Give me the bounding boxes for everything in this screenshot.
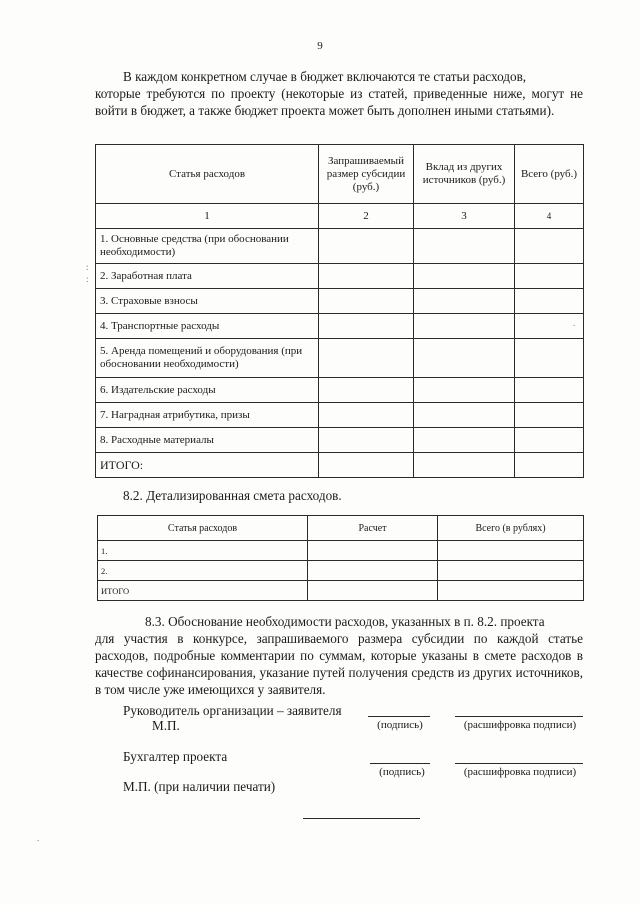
section-8-3-rest: для участия в конкурсе, запрашиваемого размера субсидии по каждой статье расходов, подробные комментарии по суммам, которые указаны в смете расходов в качестве софинансирования, указание путей получения средств из других источников, в том числе уже имеющихся у заявителя. <box>95 631 583 697</box>
section-8-3-first-line: 8.3. Обоснование необходимости расходов, указанных в п. 8.2. проекта <box>145 614 545 629</box>
empty-cell <box>414 339 515 378</box>
budget-table-header-row <box>96 145 584 204</box>
signature-line <box>455 716 583 717</box>
detail-row-item: 2. <box>98 561 308 581</box>
scan-mark: : <box>86 262 89 272</box>
empty-cell <box>414 314 515 339</box>
empty-cell <box>515 229 584 264</box>
scan-mark: . <box>37 833 40 843</box>
empty-cell <box>515 378 584 403</box>
empty-cell <box>414 403 515 428</box>
signature-transcript-caption: (расшифровка подписи) <box>463 719 577 731</box>
detail-header-calculation: Расчет <box>308 516 438 541</box>
detail-table-header-row <box>98 516 584 541</box>
empty-cell <box>319 264 414 289</box>
budget-row-total: ИТОГО: <box>96 453 319 478</box>
bottom-line <box>303 818 420 819</box>
intro-rest: которые требуются по проекту (некоторые из статей, приведенные ниже, могут не войти в бюджет, а также бюджет проекта может быть дополнен иными статьями). <box>95 86 583 118</box>
intro-paragraph <box>95 68 583 119</box>
empty-cell <box>515 264 584 289</box>
signature-line <box>455 763 583 764</box>
stamp-if-available-label: М.П. (при наличии печати) <box>123 779 276 794</box>
scan-mark: : <box>86 274 89 284</box>
empty-cell <box>438 561 584 581</box>
empty-cell <box>319 428 414 453</box>
budget-row-item: 5. Аренда помещений и оборудования (при обосновании необходимости) <box>96 339 319 378</box>
budget-row-item: 2. Заработная плата <box>96 264 319 289</box>
table-row <box>98 541 584 561</box>
empty-cell <box>515 403 584 428</box>
empty-cell <box>515 289 584 314</box>
empty-cell <box>319 229 414 264</box>
table-row <box>96 428 584 453</box>
column-number: 2 <box>319 204 414 229</box>
stamp-label: М.П. <box>152 718 180 733</box>
signature-caption: (подпись) <box>377 719 423 731</box>
budget-row-item: 3. Страховые взносы <box>96 289 319 314</box>
budget-row-item: 6. Издательские расходы <box>96 378 319 403</box>
budget-header-total: Всего (руб.) <box>515 145 584 204</box>
empty-cell <box>414 229 515 264</box>
accountant-signature-caption: (подпись) <box>379 766 425 778</box>
empty-cell <box>438 581 584 601</box>
detail-row-item: 1. <box>98 541 308 561</box>
signature-line <box>370 763 430 764</box>
signature-line <box>368 716 430 717</box>
empty-cell <box>515 339 584 378</box>
table-row-total <box>98 581 584 601</box>
empty-cell <box>319 339 414 378</box>
intro-first-line: В каждом конкретном случае в бюджет включаются те статьи расходов, <box>123 69 527 84</box>
budget-row-item: 8. Расходные материалы <box>96 428 319 453</box>
budget-table-column-numbers <box>96 204 584 229</box>
table-row <box>98 561 584 581</box>
budget-header-contribution: Вклад из других источников (руб.) <box>414 145 515 204</box>
budget-row-item: 4. Транспортные расходы <box>96 314 319 339</box>
empty-cell <box>319 289 414 314</box>
scan-mark: . <box>573 318 576 328</box>
column-number: 1 <box>96 204 319 229</box>
column-number: 4 <box>515 204 584 229</box>
detail-row-total: ИТОГО <box>98 581 308 601</box>
budget-row-item: 1. Основные средства (при обосновании необходимости) <box>96 229 319 264</box>
head-signature-label: Руководитель организации – заявителя <box>123 703 342 718</box>
budget-row-item: 7. Наградная атрибутика, призы <box>96 403 319 428</box>
column-number: 3 <box>414 204 515 229</box>
detail-header-total: Всего (в рублях) <box>438 516 584 541</box>
empty-cell <box>308 581 438 601</box>
accountant-label: Бухгалтер проекта <box>123 749 228 764</box>
table-row <box>96 314 584 339</box>
detail-header-item: Статья расходов <box>98 516 308 541</box>
table-row <box>96 289 584 314</box>
empty-cell <box>308 541 438 561</box>
empty-cell <box>319 378 414 403</box>
empty-cell <box>414 264 515 289</box>
section-8-2-heading: 8.2. Детализированная смета расходов. <box>123 488 342 503</box>
budget-header-requested: Запрашиваемый размер субсидии (руб.) <box>319 145 414 204</box>
table-row <box>96 403 584 428</box>
table-row <box>96 229 584 264</box>
empty-cell <box>515 453 584 478</box>
empty-cell <box>414 453 515 478</box>
empty-cell <box>319 453 414 478</box>
empty-cell <box>319 314 414 339</box>
detailed-estimate-table <box>97 515 584 601</box>
table-row <box>96 378 584 403</box>
empty-cell <box>319 403 414 428</box>
accountant-transcript-caption: (расшифровка подписи) <box>463 766 577 778</box>
section-8-3-paragraph <box>95 613 583 698</box>
table-row <box>96 264 584 289</box>
table-row-total <box>96 453 584 478</box>
empty-cell <box>414 428 515 453</box>
empty-cell <box>414 289 515 314</box>
table-row <box>96 339 584 378</box>
empty-cell <box>308 561 438 581</box>
empty-cell <box>414 378 515 403</box>
page-number: 9 <box>317 40 323 52</box>
budget-table <box>95 144 584 478</box>
empty-cell <box>438 541 584 561</box>
empty-cell <box>515 428 584 453</box>
budget-header-item: Статья расходов <box>96 145 319 204</box>
